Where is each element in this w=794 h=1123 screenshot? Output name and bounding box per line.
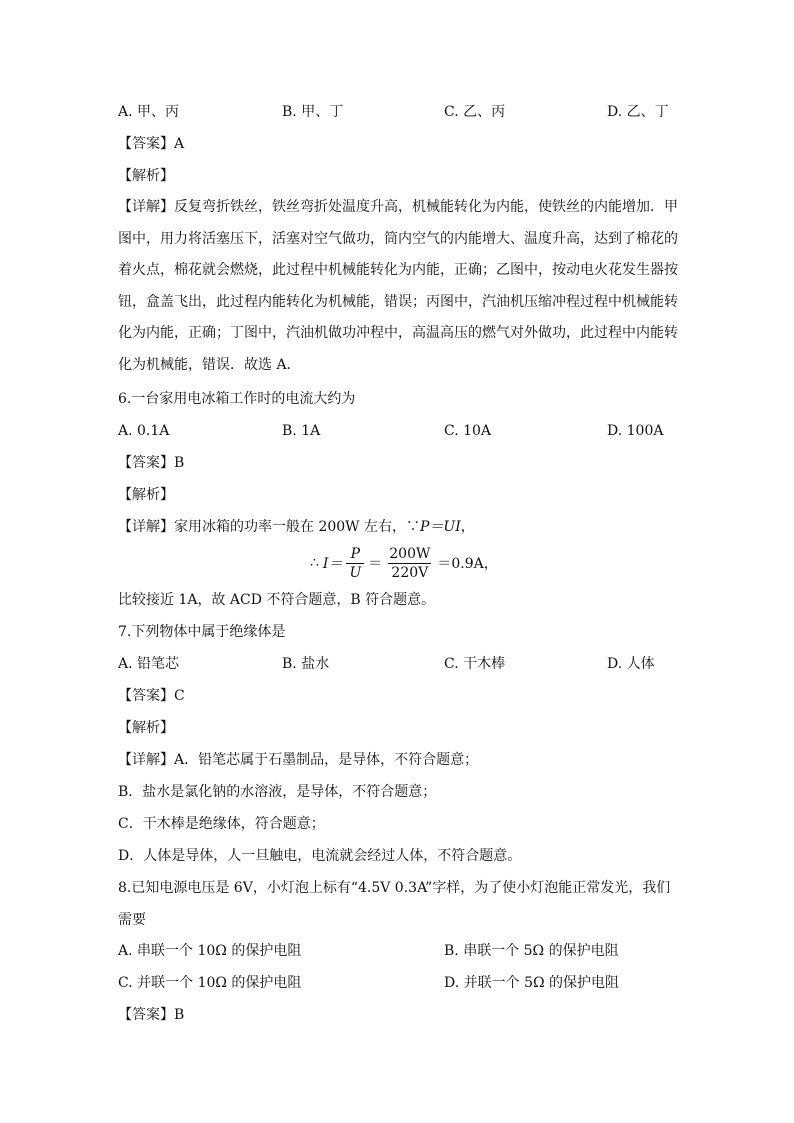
q5-option-b: B. 甲、丁 (282, 104, 344, 120)
q8-option-b: B. 串联一个 5Ω 的保护电阻 (444, 943, 619, 959)
q5-answer: 【答案】A (118, 136, 185, 152)
q7-option-c: C. 干木棒 (444, 656, 506, 672)
q7-detail-a: 【详解】A．铅笔芯属于石墨制品，是导体，不符合题意； (118, 752, 479, 768)
q5-option-c: C. 乙、丙 (444, 104, 506, 120)
q6-detail-prefix: 【详解】家用冰箱的功率一般在 200W 左右， (118, 519, 407, 535)
q7-answer: 【答案】C (118, 688, 185, 704)
current-formula (310, 542, 498, 584)
q7-question: 7.下列物体中属于绝缘体是 (118, 624, 286, 640)
fraction-values (386, 545, 433, 582)
formula-lhs: I＝ (322, 556, 343, 572)
equals-sign: ＝ (368, 556, 383, 572)
q6-answer: 【答案】B (118, 455, 185, 471)
power-formula: P＝UI (420, 519, 461, 535)
because-symbol: ∵ (406, 519, 421, 535)
q6-question: 6.一台家用电冰箱工作时的电流大约为 (118, 391, 356, 407)
q8-option-d: D. 并联一个 5Ω 的保护电阻 (444, 975, 620, 991)
q6-conclusion: 比较接近 1A，故 ACD 不符合题意，B 符合题意。 (118, 592, 436, 608)
q8-answer: 【答案】B (118, 1007, 185, 1023)
q8-question: 8.已知电源电压是 6V，小灯泡上标有“4.5V 0.3A”字样，为了使小灯泡能正常发光，我们需要 (118, 880, 671, 928)
q6-option-a: A. 0.1A (118, 423, 170, 439)
formula-result: ＝0.9A， (437, 556, 498, 572)
fraction-denominator-value: 220V (388, 563, 431, 582)
fraction-denominator: U (346, 563, 364, 582)
formula-trailing: ， (460, 519, 475, 535)
q7-detail-d: D．人体是导体，人一旦触电，电流就会经过人体，不符合题意。 (118, 848, 522, 864)
q6-analysis-heading: 【解析】 (118, 487, 174, 503)
q5-option-a: A. 甲、丙 (118, 104, 180, 120)
q6-option-b: B. 1A (282, 423, 321, 439)
q8-option-a: A. 串联一个 10Ω 的保护电阻 (118, 943, 302, 959)
q6-option-c: C. 10A (444, 423, 492, 439)
q7-option-d: D. 人体 (607, 656, 655, 672)
fraction-numerator-value: 200W (389, 545, 431, 562)
q5-detail: 【详解】反复弯折铁丝，铁丝弯折处温度升高，机械能转化为内能，使铁丝的内能增加．甲图中，用力将活塞压下，活塞对空气做功，筒内空气的内能增大、温度升高，达到了棉花的着火点，棉花就会燃烧，此过程中机械能转化为内能，正确；乙图中，按动电火花发生器按钮，盒盖飞出，此过程内能转化为机械能，错误；丙图中，汽油机压缩冲程过程中机械能转化为内能，正确；丁图中，汽油机做功冲程中，高温高压的燃气对外做功，此过程中内能转化为机械能，错误．故选 A． (118, 199, 678, 373)
q7-detail-b: B．盐水是氯化钠的水溶液，是导体，不符合题意； (118, 784, 437, 800)
q6-detail (118, 517, 475, 537)
fraction-p-over-u (346, 545, 364, 582)
q6-option-d: D. 100A (607, 423, 664, 439)
q7-detail-c: C．干木棒是绝缘体，符合题意； (118, 816, 325, 832)
q7-option-b: B. 盐水 (282, 656, 330, 672)
therefore-symbol: ∴ (310, 555, 319, 571)
fraction-numerator: P (350, 545, 361, 562)
q7-analysis-heading: 【解析】 (118, 720, 174, 736)
q5-analysis-heading: 【解析】 (118, 168, 174, 184)
q8-option-c: C. 并联一个 10Ω 的保护电阻 (118, 975, 302, 991)
q5-option-d: D. 乙、丁 (607, 104, 669, 120)
q7-option-a: A. 铅笔芯 (118, 656, 180, 672)
